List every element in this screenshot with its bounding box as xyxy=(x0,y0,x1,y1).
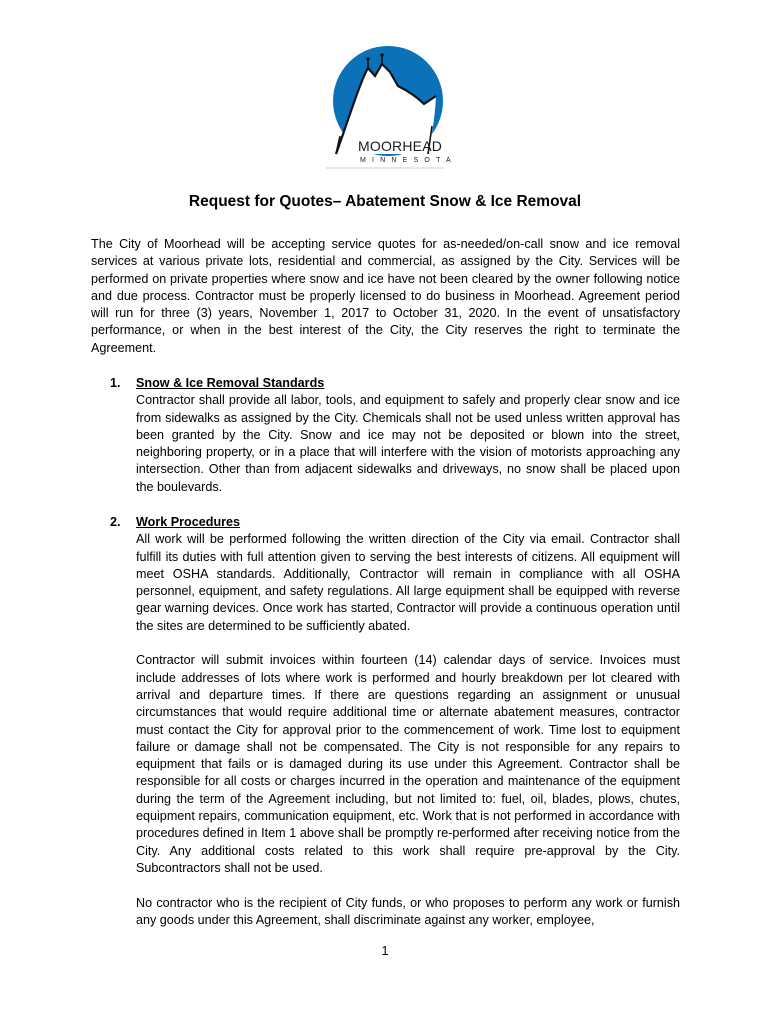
section-number: 1. xyxy=(110,376,121,390)
intro-paragraph: The City of Moorhead will be accepting service quotes for as-needed/on-call snow and ice removal services at various private lots, residential and commercial, as assigned by the City. Services will be performed on private properties where snow and ice have not been cleared by the owner following notice and due process. Contractor must be properly licensed to do business in Moorhead. Agreement period will run for three (3) years, November 1, 2017 to October 31, 2020. In the event of unsatisfactory performance, or when in the best interest of the City, the City reserves the right to terminate the Agreement. xyxy=(91,237,680,355)
logo-wordmark: MOORHEAD xyxy=(358,138,443,154)
section-paragraph: All work will be performed following the written direction of the City via email. Contractor shall fulfill its duties with full attention given to serving the best interests of citizens. All equipment will meet OSHA standards. Additionally, Contractor will remain in compliance with all OSHA personnel, equipment, and safety regulations. All large equipment shall be equipped with reverse gear warning devices. Once work has started, Contractor will provide a continuous operation until the sites are determined to be sufficiently abated. xyxy=(136,532,680,633)
section-snow-ice-standards xyxy=(110,375,680,496)
section-paragraph: Contractor will submit invoices within fourteen (14) calendar days of service. Invoices must include addresses of lots where work is performed and hourly breakdown per lot cleared with arrival and departure times. If there are questions regarding an assignment or unusual circumstances that would require additional time or alternate abatement measures, contractor must contact the City for approval prior to the commencement of work. Time lost to equipment failure or damage shall not be compensated. The City is not responsible for any repairs to equipment that fails or is damaged during its use under this Agreement. Contractor shall be responsible for all costs or charges incurred in the operation and maintenance of the equipment during the term of the Agreement including, but not limited to: fuel, oil, blades, plows, chutes, equipment repairs, communication equipment, etc. Work that is not performed in accordance with procedures defined in Item 1 above shall be promptly re-performed after receiving notice from the City. Any additional costs related to this work shall require pre-approval by the City. Subcontractors shall not be used. xyxy=(136,653,680,875)
section-paragraph: Contractor shall provide all labor, tools, and equipment to safely and properly clear snow and ice from sidewalks as assigned by the City. Chemicals shall not be used unless written approval has been granted by the City. Snow and ice may not be deposited or blown into the street, neighboring property, or in a place that will interfere with the vision of motorists approaching any intersection. Other than from adjacent sidewalks and driveways, no snow shall be placed upon the boulevards. xyxy=(136,393,680,494)
section-paragraph: No contractor who is the recipient of City funds, or who proposes to perform any work or furnish any goods under this Agreement, shall discriminate against any worker, employee, xyxy=(136,895,680,927)
logo-state-name: MINNESOTA xyxy=(360,157,457,164)
page-number: 1 xyxy=(381,944,389,958)
section-heading: Work Procedures xyxy=(136,515,241,529)
section-heading: Snow & Ice Removal Standards xyxy=(136,376,325,390)
city-logo xyxy=(318,46,458,171)
section-number: 2. xyxy=(110,515,121,529)
section-work-procedures xyxy=(110,514,680,929)
document-title: Request for Quotes– Abatement Snow & Ice Removal xyxy=(188,193,582,210)
